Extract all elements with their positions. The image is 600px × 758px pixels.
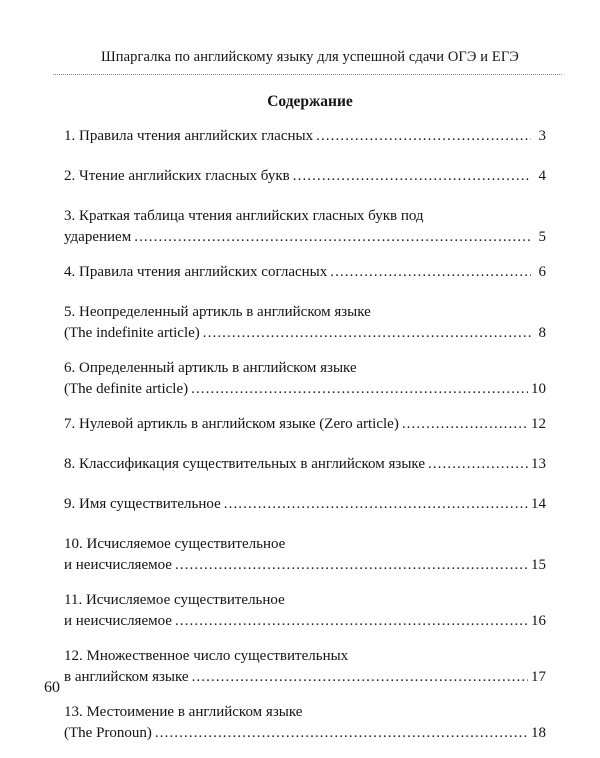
toc-entry-5[interactable]	[64, 302, 546, 344]
toc-entry-text: 12. Множественное число существительных	[64, 648, 349, 664]
dot-leader	[293, 166, 531, 187]
toc-entry-text: 1. Правила чтения английских гласных	[64, 128, 314, 144]
toc-entry-text: 6. Определенный артикль в английском языке	[64, 360, 357, 376]
toc-entry-page: 6	[538, 264, 546, 280]
toc-entry-13[interactable]	[64, 702, 546, 744]
toc-entry-text: 10. Исчисляемое существительное	[64, 536, 286, 552]
dot-leader	[402, 414, 528, 435]
toc-entry-page: 13	[531, 456, 546, 472]
toc-entry-page: 3	[538, 128, 546, 144]
dot-leader	[428, 454, 528, 475]
toc-entry-text: 5. Неопределенный артикль в английском языке	[64, 304, 371, 320]
toc-entry-text: 13. Местоимение в английском языке	[64, 704, 303, 720]
header-divider	[53, 74, 562, 75]
toc-entry-1[interactable]	[64, 126, 546, 147]
toc-entry-text-continued: (The Pronoun)	[64, 725, 152, 741]
toc-entry-page: 17	[531, 669, 546, 685]
toc-entry-text: 4. Правила чтения английских согласных	[64, 264, 328, 280]
toc-entry-page: 8	[538, 325, 546, 341]
toc-entry-text: 8. Классификация существительных в английском языке	[64, 456, 425, 472]
dot-leader	[175, 555, 528, 576]
dot-leader	[192, 667, 528, 688]
toc-entry-4[interactable]	[64, 262, 546, 283]
toc-entry-text: 2. Чтение английских гласных букв	[64, 168, 290, 184]
toc-entry-page: 16	[531, 613, 546, 629]
toc-title: Содержание	[267, 93, 353, 110]
toc-entry-text: 9. Имя существительное	[64, 496, 221, 512]
toc-entry-text-continued: в английском языке	[64, 669, 189, 685]
dot-leader	[330, 262, 531, 283]
toc-entry-text: 7. Нулевой артикль в английском языке (Zero article)	[64, 416, 399, 432]
toc-entry-9[interactable]	[64, 494, 546, 515]
toc-entry-text: 11. Исчисляемое существительное	[64, 592, 285, 608]
toc-entry-page: 10	[531, 381, 546, 397]
toc-entry-page: 4	[538, 168, 546, 184]
toc-entry-text-continued: и неисчисляемое	[64, 613, 172, 629]
toc-entry-text-continued: (The definite article)	[64, 381, 189, 397]
dot-leader	[316, 126, 531, 147]
dot-leader	[191, 379, 528, 400]
dot-leader	[175, 611, 528, 632]
page-number: 60	[44, 679, 60, 696]
dot-leader	[224, 494, 528, 515]
toc-entry-12[interactable]	[64, 646, 546, 688]
dot-leader	[134, 227, 531, 248]
toc-entry-page: 12	[531, 416, 546, 432]
toc-entry-11[interactable]	[64, 590, 546, 632]
toc-entry-8[interactable]	[64, 454, 546, 475]
toc-entry-2[interactable]	[64, 166, 546, 187]
toc-entry-6[interactable]	[64, 358, 546, 400]
toc-entry-10[interactable]	[64, 534, 546, 576]
toc-entry-page: 18	[531, 725, 546, 741]
toc-entry-7[interactable]	[64, 414, 546, 435]
toc-entry-text-continued: ударением	[64, 229, 132, 245]
toc-entry-text-continued: и неисчисляемое	[64, 557, 172, 573]
toc-entry-page: 15	[531, 557, 546, 573]
toc-entry-3[interactable]	[64, 206, 546, 248]
table-of-contents	[64, 126, 546, 758]
running-header: Шпаргалка по английскому языку для успешной сдачи ОГЭ и ЕГЭ	[101, 49, 519, 65]
toc-entry-page: 5	[538, 229, 546, 245]
dot-leader	[155, 723, 528, 744]
toc-entry-text-continued: (The indefinite article)	[64, 325, 200, 341]
toc-entry-page: 14	[531, 496, 546, 512]
toc-entry-text: 3. Краткая таблица чтения английских гласных букв под	[64, 208, 424, 224]
dot-leader	[203, 323, 531, 344]
